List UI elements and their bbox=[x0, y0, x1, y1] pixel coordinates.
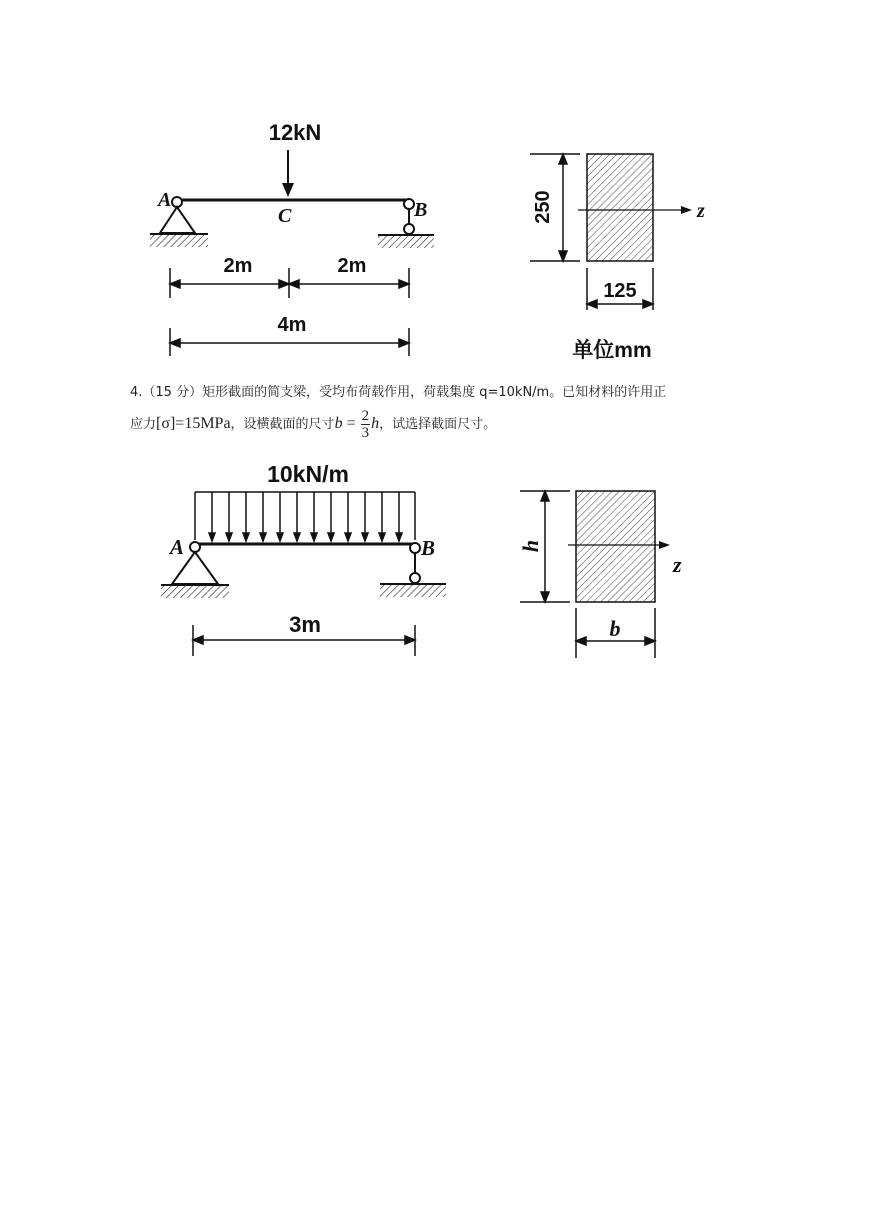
figure-1-beam-point-load bbox=[0, 100, 869, 370]
section-height-label: 250 bbox=[532, 190, 554, 224]
problem-line-1-text: 矩形截面的简支梁，受均布荷载作用，荷载集度 q=10kN/m。已知材料的许用正 bbox=[202, 385, 667, 400]
unit-note: 单位mm bbox=[572, 339, 652, 362]
point-load-arrow bbox=[282, 150, 294, 197]
problem-number: 4. bbox=[130, 385, 143, 400]
fraction-numerator: 2 bbox=[361, 408, 370, 424]
point-load-label: 12kN bbox=[268, 120, 322, 145]
problem-line-2 bbox=[130, 408, 770, 441]
span-total-label: 4m bbox=[277, 314, 307, 336]
span-right-label: 2m bbox=[337, 255, 367, 277]
distributed-load-label: 10kN/m bbox=[267, 461, 349, 487]
section-width-label: 125 bbox=[603, 280, 637, 302]
distributed-load-arrows bbox=[195, 492, 415, 541]
variable-b: b bbox=[334, 415, 343, 432]
problem-line-2-mid: ，设横截面的尺寸 bbox=[230, 417, 335, 432]
axis-z-label-1: z bbox=[697, 200, 705, 222]
problem-points: （15 分） bbox=[142, 385, 203, 400]
roller-support-b-2 bbox=[380, 543, 446, 597]
point-a-label-2: A bbox=[170, 535, 185, 559]
point-b-label: B bbox=[414, 199, 428, 221]
problem-4-text bbox=[130, 378, 770, 441]
span-left-label: 2m bbox=[223, 255, 253, 277]
fraction-two-thirds bbox=[361, 408, 371, 441]
problem-line-2-suffix: ，试选择截面尺寸。 bbox=[379, 417, 497, 432]
axis-z-label-2: z bbox=[673, 552, 682, 577]
allowable-stress-value: =15MPa bbox=[175, 415, 231, 432]
fraction-denominator: 3 bbox=[361, 425, 370, 441]
figure-2-beam-distributed-load bbox=[0, 450, 869, 670]
equals-sign: = bbox=[342, 415, 360, 432]
problem-line-1 bbox=[130, 378, 770, 408]
span-total-label-2: 3m bbox=[289, 612, 321, 637]
problem-line-2-prefix: 应力 bbox=[130, 417, 157, 432]
cross-section-2 bbox=[576, 491, 655, 602]
allowable-stress-symbol: [σ] bbox=[156, 415, 176, 432]
point-a-label: A bbox=[158, 189, 172, 211]
variable-h: h bbox=[371, 415, 380, 432]
section-width-label-2: b bbox=[609, 616, 621, 641]
cross-section-1 bbox=[587, 154, 653, 261]
dimension-line-spans bbox=[170, 268, 409, 298]
point-c-label: C bbox=[278, 205, 292, 227]
point-b-label-2: B bbox=[421, 536, 436, 560]
section-height-label-2: h bbox=[518, 539, 543, 553]
